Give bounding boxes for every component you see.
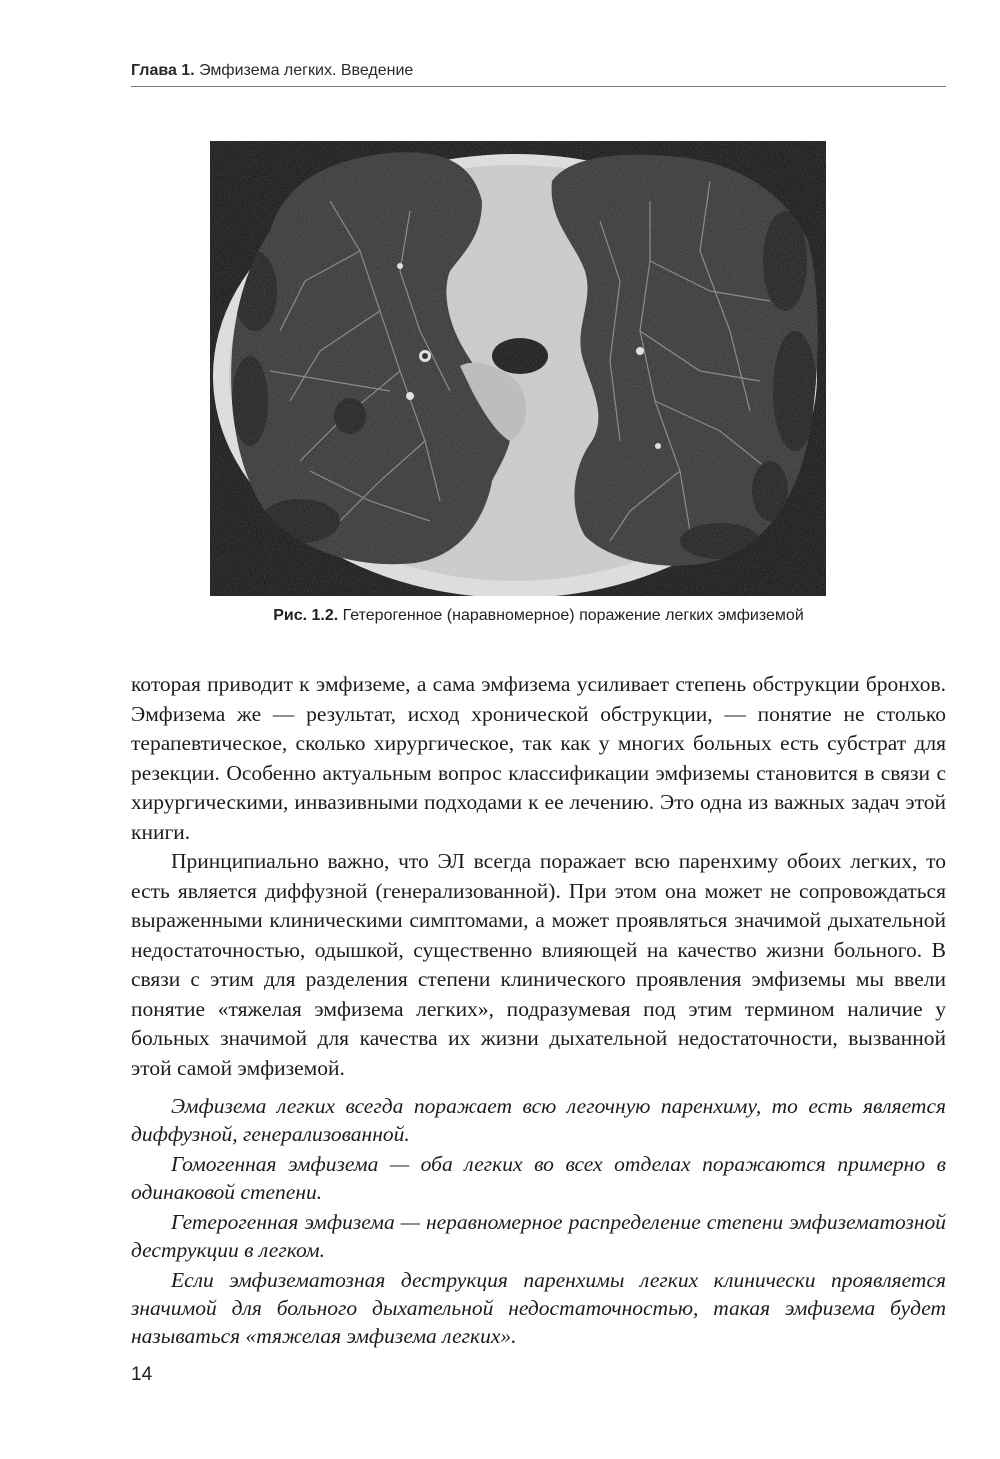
paragraph-1: которая приводит к эмфиземе, а сама эмфизема усиливает степень обструкции бронхов. Эмфизема же — результат, исход хронической обструкции, — понятие не столько терапевтическое, сколько хирургическое, так как у многих больных есть субстрат для резекции. Особенно актуальным вопрос классификации эмфиземы становится в связи с хирургическими, инвазивными подходами к ее лечению. Это одна из важных задач этой книги. (131, 672, 946, 844)
ct-scan-figure (210, 141, 826, 596)
page-number: 14 (131, 1364, 153, 1385)
figure-caption-text: Гетерогенное (наравномерное) поражение легких эмфиземой (342, 607, 804, 624)
key-point-1: Эмфизема легких всегда поражает всю легочную паренхиму, то есть является диффузной, генерализованной. (131, 1094, 946, 1146)
chapter-label: Глава 1. (131, 62, 195, 79)
key-points (131, 1092, 946, 1352)
paragraph-2: Принципиально важно, что ЭЛ всегда поражает всю паренхиму обоих легких, то есть является диффузной (генерализованной). При этом она может не сопровождаться выраженными клиническими симптомами, а может проявляться значимой дыхательной недостаточностью, одышкой, существенно влияющей на качество жизни больного. В связи с этим для разделения степени клинического проявления эмфиземы мы ввели понятие «тяжелая эмфизема легких», подразумевая под этим термином наличие у больных значимой для качества их жизни дыхательной недостаточности, вызванной этой самой эмфиземой. (131, 849, 946, 1080)
running-header (131, 62, 946, 87)
key-point-3: Гетерогенная эмфизема — неравномерное распределение степени эмфизематозной деструкции в легком. (131, 1210, 946, 1262)
body-text (131, 670, 946, 1083)
key-point-2: Гомогенная эмфизема — оба легких во всех отделах поражаются примерно в одинаковой степени. (131, 1152, 946, 1204)
key-point-4: Если эмфизематозная деструкция паренхимы легких клинически проявляется значимой для больного дыхательной недостаточностью, такая эмфизема будет называться «тяжелая эмфизема легких». (131, 1268, 946, 1348)
ct-scan-image (210, 141, 826, 596)
chapter-title: Эмфизема легких. Введение (199, 62, 414, 79)
figure-label: Рис. 1.2. (273, 607, 339, 624)
figure-caption (131, 607, 946, 625)
